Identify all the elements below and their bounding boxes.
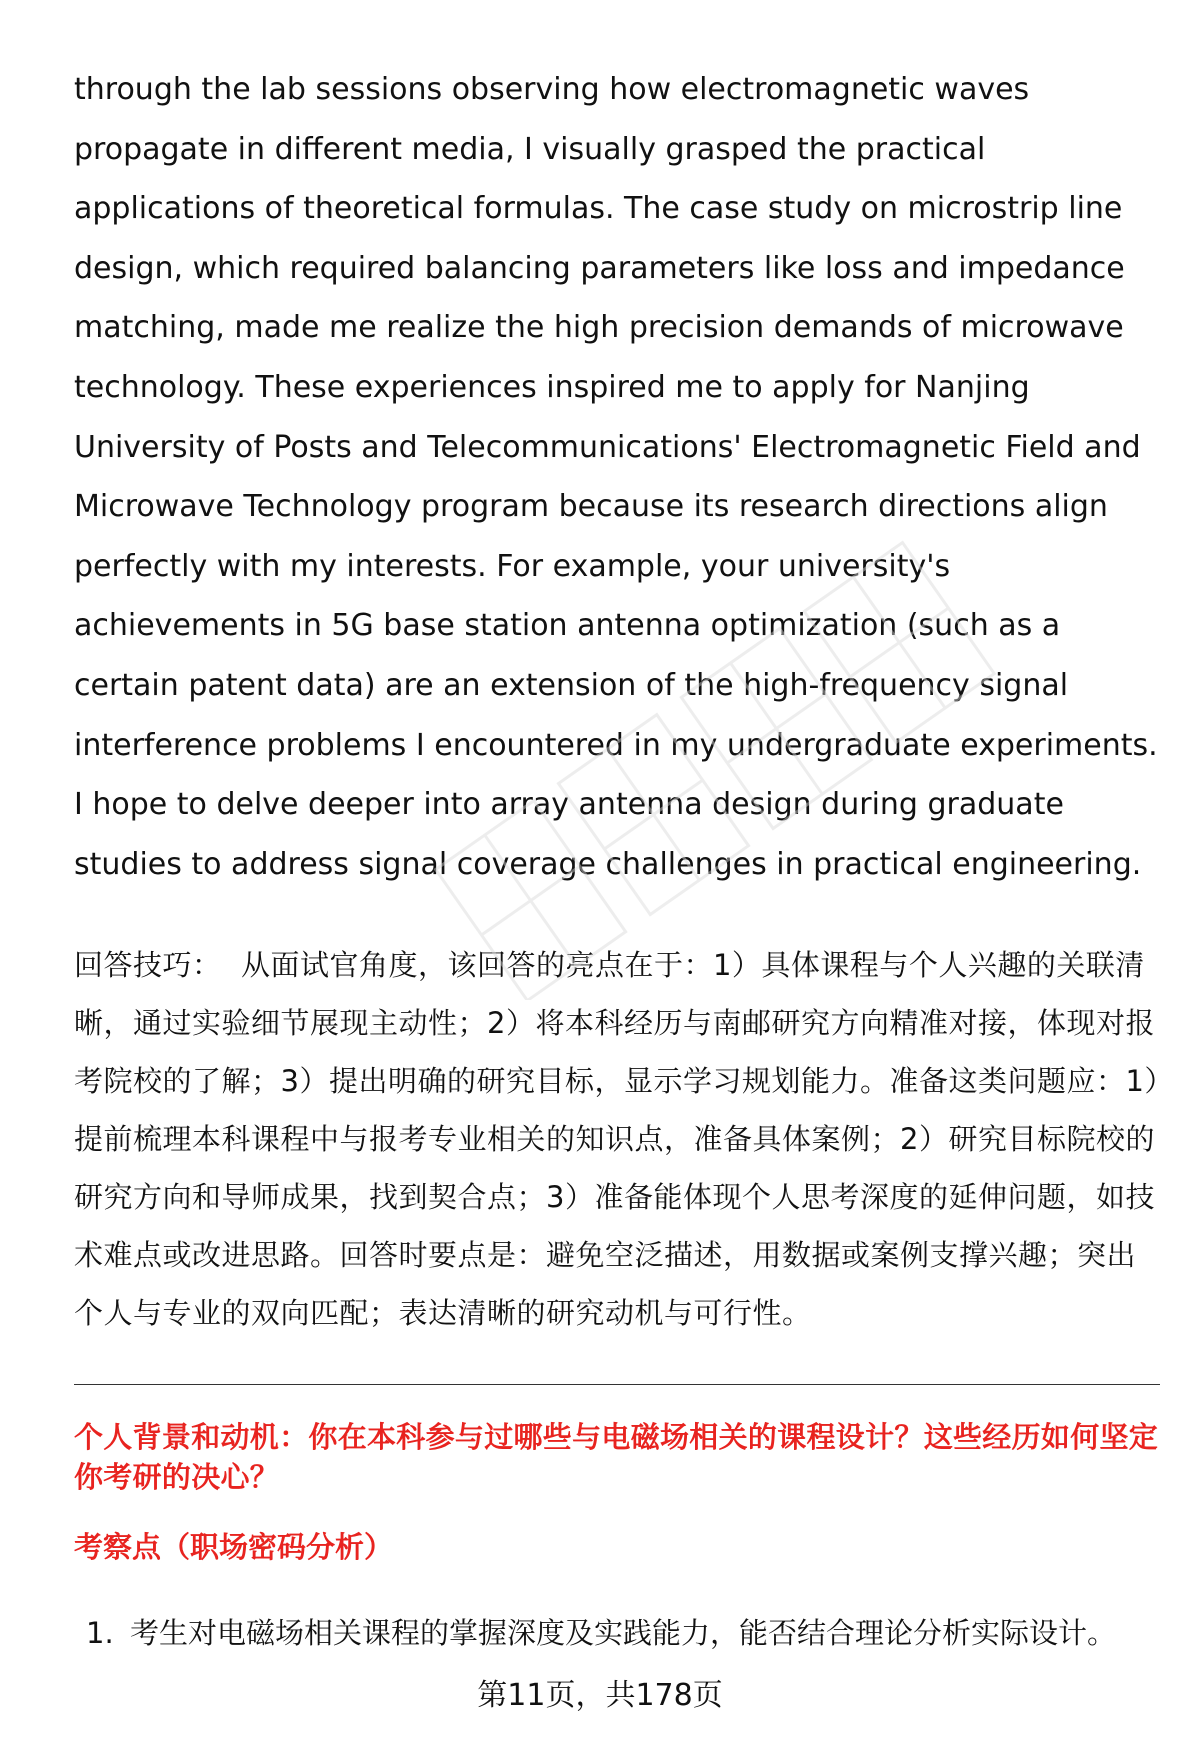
answer-paragraph: through the lab sessions observing how electromagnetic waves propagate in different media, I visually grasped the practical applications of theoretical formulas. The case study on microstrip line design, which required balancing parameters like loss and impedance matching, made me realize the high precision demands of microwave technology. These experiences inspired me to apply for Nanjing University of Posts and Telecommunications' Electromagnetic Field and Microwave Technology program because its research directions align perfectly with my interests. For example, your university's achievements in 5G base station antenna optimization (such as a certain patent data) are an extension of the high-frequency signal interference problems I encountered in my undergraduate experiments. I hope to delve deeper into array antenna design during graduate studies to address signal coverage challenges in practical engineering. [74, 72, 1158, 882]
list-item-number: 1. [86, 1616, 114, 1651]
section-divider [74, 1384, 1160, 1385]
page-footer: 第11页，共178页 [477, 1678, 723, 1713]
list-item-text: 考生对电磁场相关课程的掌握深度及实践能力，能否结合理论分析实际设计。 [130, 1616, 1117, 1651]
tips-text: 从面试官角度，该回答的亮点在于：1）具体课程与个人兴趣的关联清晰，通过实验细节展现主动性；2）将本科经历与南邮研究方向精准对接，体现对报考院校的了解；3）提出明确的研究目标，显示学习规划能力。准备这类问题应：1）提前梳理本科课程中与报考专业相关的知识点，准备具体案例；2）研究目标院校的研究方向和导师成果，找到契合点；3）准备能体现个人思考深度的延伸问题，如技术难点或改进思路。回答时要点是：避免空泛描述，用数据或案例支撑兴趣；突出个人与专业的双向匹配；表达清晰的研究动机与可行性。 [74, 948, 1160, 1331]
point-list [74, 1613, 1160, 1653]
section-title: 考察点（职场密码分析） [74, 1530, 394, 1565]
tips-label: 回答技巧： [74, 948, 222, 983]
page-content [74, 60, 1160, 1653]
list-item [86, 1613, 1160, 1653]
tips-paragraph [74, 936, 1160, 1342]
question-heading: 个人背景和动机：你在本科参与过哪些与电磁场相关的课程设计？这些经历如何坚定你考研的决心？ [74, 1420, 1159, 1495]
